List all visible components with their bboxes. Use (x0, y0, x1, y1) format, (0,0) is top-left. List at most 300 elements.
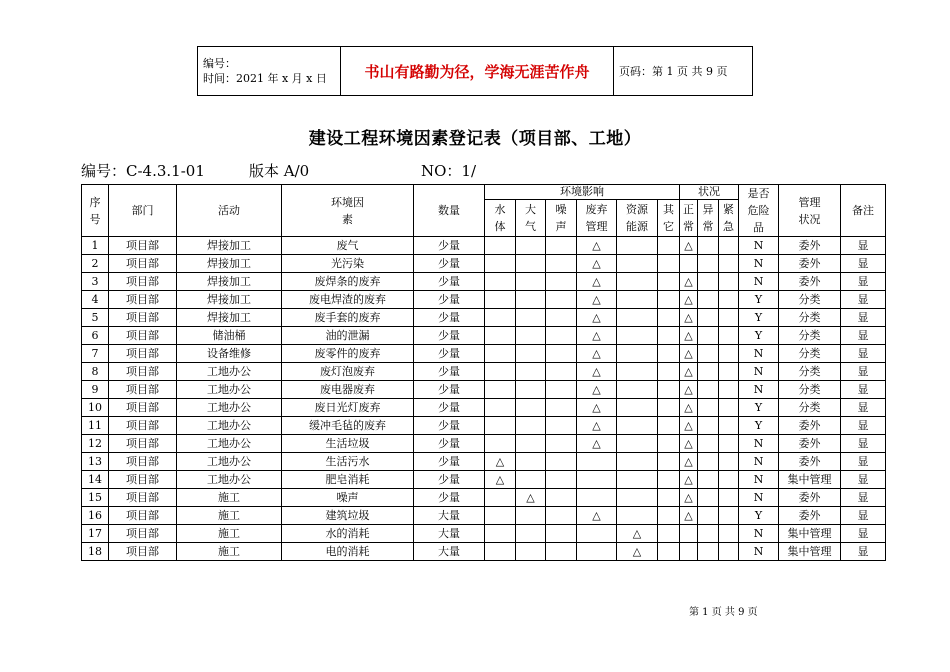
cell-qty: 少量 (414, 255, 485, 273)
cell-remark: 显 (841, 435, 886, 453)
table-row (82, 237, 886, 255)
cell-waste: △ (577, 273, 617, 291)
cell-resource (617, 327, 658, 345)
cell-water: △ (485, 471, 516, 489)
cell-air (516, 417, 546, 435)
cell-dept: 项目部 (109, 543, 177, 561)
cell-noise (546, 471, 577, 489)
page-header-box (197, 46, 753, 96)
cell-remark: 显 (841, 471, 886, 489)
cell-qty: 少量 (414, 489, 485, 507)
cell-hazard: Y (739, 417, 779, 435)
cell-waste: △ (577, 327, 617, 345)
cell-air (516, 453, 546, 471)
cell-resource (617, 255, 658, 273)
table-row (82, 489, 886, 507)
cell-normal: △ (680, 273, 698, 291)
cell-hazard: Y (739, 327, 779, 345)
cell-resource (617, 417, 658, 435)
cell-noise (546, 543, 577, 561)
cell-mgmt: 分类 (779, 363, 841, 381)
cell-normal: △ (680, 345, 698, 363)
document-title: 建设工程环境因素登记表（项目部、工地） (308, 129, 642, 149)
cell-normal: △ (680, 435, 698, 453)
cell-qty: 大量 (414, 507, 485, 525)
cell-emergency (719, 525, 739, 543)
table-row (82, 273, 886, 291)
cell-water (485, 399, 516, 417)
cell-seq: 2 (82, 255, 109, 273)
cell-waste: △ (577, 345, 617, 363)
table-row (82, 507, 886, 525)
header-qty: 数量 (414, 185, 485, 237)
cell-air (516, 363, 546, 381)
cell-hazard: N (739, 489, 779, 507)
cell-qty: 少量 (414, 399, 485, 417)
cell-normal: △ (680, 453, 698, 471)
cell-remark: 显 (841, 327, 886, 345)
cell-noise (546, 237, 577, 255)
cell-seq: 6 (82, 327, 109, 345)
cell-qty: 少量 (414, 471, 485, 489)
cell-mgmt: 分类 (779, 291, 841, 309)
cell-factor: 光污染 (282, 255, 414, 273)
cell-emergency (719, 345, 739, 363)
cell-dept: 项目部 (109, 471, 177, 489)
cell-qty: 少量 (414, 381, 485, 399)
cell-emergency (719, 489, 739, 507)
cell-remark: 显 (841, 489, 886, 507)
cell-hazard: Y (739, 399, 779, 417)
cell-seq: 13 (82, 453, 109, 471)
cell-activity: 设备维修 (177, 345, 282, 363)
cell-activity: 工地办公 (177, 453, 282, 471)
cell-remark: 显 (841, 417, 886, 435)
cell-seq: 12 (82, 435, 109, 453)
cell-air (516, 381, 546, 399)
cell-hazard: N (739, 237, 779, 255)
cell-normal: △ (680, 309, 698, 327)
cell-normal: △ (680, 237, 698, 255)
cell-normal: △ (680, 399, 698, 417)
cell-remark: 显 (841, 309, 886, 327)
cell-noise (546, 255, 577, 273)
cell-qty: 大量 (414, 525, 485, 543)
cell-water (485, 345, 516, 363)
header-impact: 环境影响 (485, 185, 680, 200)
cell-dept: 项目部 (109, 291, 177, 309)
cell-activity: 工地办公 (177, 381, 282, 399)
cell-air (516, 525, 546, 543)
cell-waste (577, 489, 617, 507)
header-air: 大气 (516, 200, 546, 237)
cell-resource (617, 453, 658, 471)
table-row (82, 291, 886, 309)
cell-emergency (719, 471, 739, 489)
cell-water (485, 381, 516, 399)
cell-mgmt: 委外 (779, 237, 841, 255)
cell-noise (546, 507, 577, 525)
cell-air (516, 399, 546, 417)
cell-remark: 显 (841, 345, 886, 363)
cell-abnormal (698, 435, 719, 453)
cell-emergency (719, 309, 739, 327)
cell-dept: 项目部 (109, 255, 177, 273)
header-activity: 活动 (177, 185, 282, 237)
cell-air (516, 327, 546, 345)
cell-activity: 焊接加工 (177, 291, 282, 309)
cell-air (516, 543, 546, 561)
cell-noise (546, 363, 577, 381)
cell-seq: 18 (82, 543, 109, 561)
header-resource: 资源能源 (617, 200, 658, 237)
cell-emergency (719, 435, 739, 453)
cell-resource (617, 363, 658, 381)
header-normal: 正常 (680, 200, 698, 237)
cell-seq: 10 (82, 399, 109, 417)
cell-emergency (719, 255, 739, 273)
cell-seq: 11 (82, 417, 109, 435)
cell-dept: 项目部 (109, 525, 177, 543)
cell-other (658, 525, 680, 543)
cell-water (485, 543, 516, 561)
header-status: 状况 (680, 185, 739, 200)
cell-abnormal (698, 309, 719, 327)
cell-other (658, 237, 680, 255)
cell-noise (546, 273, 577, 291)
cell-resource: △ (617, 525, 658, 543)
cell-dept: 项目部 (109, 489, 177, 507)
cell-noise (546, 327, 577, 345)
cell-other (658, 543, 680, 561)
cell-hazard: N (739, 525, 779, 543)
cell-water (485, 255, 516, 273)
table-row (82, 363, 886, 381)
cell-air (516, 471, 546, 489)
cell-resource (617, 471, 658, 489)
cell-qty: 少量 (414, 417, 485, 435)
cell-abnormal (698, 507, 719, 525)
page-footer: 第 1 页 共 9 页 (689, 607, 758, 618)
cell-activity: 工地办公 (177, 399, 282, 417)
table-row (82, 435, 886, 453)
doc-code: 编号：C-4.3.1-01 (81, 162, 205, 180)
cell-qty: 少量 (414, 273, 485, 291)
cell-dept: 项目部 (109, 399, 177, 417)
cell-abnormal (698, 417, 719, 435)
cell-qty: 少量 (414, 327, 485, 345)
cell-waste: △ (577, 291, 617, 309)
cell-remark: 显 (841, 237, 886, 255)
cell-mgmt: 委外 (779, 255, 841, 273)
cell-water (485, 309, 516, 327)
cell-mgmt: 委外 (779, 489, 841, 507)
cell-remark: 显 (841, 291, 886, 309)
cell-water (485, 237, 516, 255)
cell-noise (546, 489, 577, 507)
cell-mgmt: 委外 (779, 453, 841, 471)
header-remark: 备注 (841, 185, 886, 237)
cell-normal: △ (680, 291, 698, 309)
cell-emergency (719, 273, 739, 291)
cell-emergency (719, 399, 739, 417)
cell-normal: △ (680, 489, 698, 507)
cell-waste: △ (577, 363, 617, 381)
cell-other (658, 399, 680, 417)
cell-factor: 生活污水 (282, 453, 414, 471)
cell-noise (546, 435, 577, 453)
header-page-label: 页码：第 1 页 共 9 页 (614, 47, 753, 96)
cell-water (485, 417, 516, 435)
cell-other (658, 363, 680, 381)
header-motto: 书山有路勤为径，学海无涯苦作舟 (341, 47, 614, 96)
cell-remark: 显 (841, 273, 886, 291)
cell-abnormal (698, 381, 719, 399)
cell-factor: 废电器废弃 (282, 381, 414, 399)
header-seq: 序号 (82, 185, 109, 237)
cell-waste: △ (577, 255, 617, 273)
cell-noise (546, 309, 577, 327)
table-row (82, 525, 886, 543)
cell-emergency (719, 543, 739, 561)
cell-normal: △ (680, 327, 698, 345)
cell-abnormal (698, 525, 719, 543)
cell-resource (617, 489, 658, 507)
cell-remark: 显 (841, 363, 886, 381)
cell-abnormal (698, 453, 719, 471)
cell-activity: 工地办公 (177, 435, 282, 453)
cell-resource (617, 237, 658, 255)
table-row (82, 327, 886, 345)
cell-water (485, 291, 516, 309)
cell-normal (680, 255, 698, 273)
doc-number: NO：1/ (421, 162, 477, 180)
cell-other (658, 345, 680, 363)
cell-activity: 施工 (177, 489, 282, 507)
cell-waste (577, 525, 617, 543)
cell-emergency (719, 453, 739, 471)
cell-activity: 工地办公 (177, 363, 282, 381)
cell-other (658, 327, 680, 345)
cell-noise (546, 345, 577, 363)
cell-abnormal (698, 471, 719, 489)
cell-resource (617, 435, 658, 453)
cell-emergency (719, 507, 739, 525)
cell-seq: 3 (82, 273, 109, 291)
cell-remark: 显 (841, 381, 886, 399)
table-row (82, 417, 886, 435)
cell-air: △ (516, 489, 546, 507)
cell-qty: 少量 (414, 345, 485, 363)
cell-abnormal (698, 291, 719, 309)
cell-mgmt: 集中管理 (779, 543, 841, 561)
cell-mgmt: 分类 (779, 327, 841, 345)
cell-activity: 工地办公 (177, 471, 282, 489)
cell-air (516, 291, 546, 309)
cell-resource (617, 309, 658, 327)
cell-remark: 显 (841, 453, 886, 471)
cell-resource: △ (617, 543, 658, 561)
cell-mgmt: 分类 (779, 309, 841, 327)
cell-water (485, 507, 516, 525)
cell-factor: 油的泄漏 (282, 327, 414, 345)
cell-hazard: N (739, 435, 779, 453)
cell-waste (577, 453, 617, 471)
cell-air (516, 255, 546, 273)
table-row (82, 345, 886, 363)
cell-emergency (719, 237, 739, 255)
cell-other (658, 381, 680, 399)
cell-factor: 水的消耗 (282, 525, 414, 543)
cell-factor: 废气 (282, 237, 414, 255)
cell-water (485, 435, 516, 453)
cell-normal: △ (680, 417, 698, 435)
cell-waste: △ (577, 435, 617, 453)
header-info-cell (198, 47, 341, 96)
cell-emergency (719, 327, 739, 345)
table-row (82, 543, 886, 561)
cell-seq: 16 (82, 507, 109, 525)
cell-hazard: Y (739, 507, 779, 525)
header-factor: 环境因素 (282, 185, 414, 237)
cell-factor: 生活垃圾 (282, 435, 414, 453)
cell-other (658, 507, 680, 525)
cell-seq: 1 (82, 237, 109, 255)
header-abnormal: 异常 (698, 200, 719, 237)
cell-hazard: Y (739, 291, 779, 309)
cell-normal: △ (680, 507, 698, 525)
cell-air (516, 237, 546, 255)
cell-emergency (719, 363, 739, 381)
cell-dept: 项目部 (109, 363, 177, 381)
cell-emergency (719, 417, 739, 435)
cell-air (516, 309, 546, 327)
cell-seq: 14 (82, 471, 109, 489)
cell-hazard: N (739, 345, 779, 363)
cell-seq: 15 (82, 489, 109, 507)
cell-abnormal (698, 489, 719, 507)
cell-hazard: N (739, 273, 779, 291)
cell-factor: 废焊条的废弃 (282, 273, 414, 291)
header-code-label: 编号： (203, 57, 236, 70)
cell-normal (680, 525, 698, 543)
cell-activity: 储油桶 (177, 327, 282, 345)
cell-abnormal (698, 399, 719, 417)
cell-mgmt: 集中管理 (779, 525, 841, 543)
cell-mgmt: 集中管理 (779, 471, 841, 489)
cell-factor: 废手套的废弃 (282, 309, 414, 327)
cell-water (485, 327, 516, 345)
cell-seq: 7 (82, 345, 109, 363)
cell-other (658, 309, 680, 327)
cell-factor: 废电焊渣的废弃 (282, 291, 414, 309)
cell-activity: 焊接加工 (177, 237, 282, 255)
doc-version: 版本 A/0 (249, 162, 310, 180)
cell-qty: 少量 (414, 363, 485, 381)
cell-mgmt: 分类 (779, 381, 841, 399)
cell-waste: △ (577, 381, 617, 399)
cell-dept: 项目部 (109, 453, 177, 471)
table-row (82, 255, 886, 273)
cell-waste (577, 471, 617, 489)
cell-air (516, 507, 546, 525)
cell-other (658, 489, 680, 507)
cell-dept: 项目部 (109, 237, 177, 255)
cell-abnormal (698, 237, 719, 255)
cell-mgmt: 委外 (779, 273, 841, 291)
cell-noise (546, 399, 577, 417)
cell-factor: 废零件的废弃 (282, 345, 414, 363)
environment-factor-table (81, 184, 886, 561)
table-row (82, 471, 886, 489)
cell-noise (546, 417, 577, 435)
cell-factor: 废日光灯废弃 (282, 399, 414, 417)
cell-mgmt: 委外 (779, 435, 841, 453)
cell-abnormal (698, 345, 719, 363)
header-noise: 噪声 (546, 200, 577, 237)
header-dept: 部门 (109, 185, 177, 237)
cell-other (658, 255, 680, 273)
cell-abnormal (698, 255, 719, 273)
cell-waste: △ (577, 507, 617, 525)
cell-qty: 大量 (414, 543, 485, 561)
cell-other (658, 417, 680, 435)
table-header-row (82, 185, 886, 200)
cell-other (658, 273, 680, 291)
cell-remark: 显 (841, 525, 886, 543)
cell-mgmt: 分类 (779, 399, 841, 417)
cell-resource (617, 399, 658, 417)
cell-air (516, 435, 546, 453)
cell-dept: 项目部 (109, 507, 177, 525)
cell-seq: 8 (82, 363, 109, 381)
cell-factor: 肥皂消耗 (282, 471, 414, 489)
cell-qty: 少量 (414, 435, 485, 453)
cell-abnormal (698, 543, 719, 561)
cell-dept: 项目部 (109, 345, 177, 363)
cell-hazard: N (739, 381, 779, 399)
cell-dept: 项目部 (109, 417, 177, 435)
cell-resource (617, 381, 658, 399)
header-waste: 废弃管理 (577, 200, 617, 237)
cell-waste: △ (577, 417, 617, 435)
cell-activity: 施工 (177, 507, 282, 525)
cell-seq: 5 (82, 309, 109, 327)
cell-remark: 显 (841, 255, 886, 273)
cell-activity: 焊接加工 (177, 309, 282, 327)
cell-resource (617, 345, 658, 363)
cell-water (485, 273, 516, 291)
cell-noise (546, 291, 577, 309)
cell-factor: 建筑垃圾 (282, 507, 414, 525)
cell-water: △ (485, 453, 516, 471)
cell-normal: △ (680, 363, 698, 381)
cell-qty: 少量 (414, 237, 485, 255)
cell-other (658, 453, 680, 471)
cell-air (516, 345, 546, 363)
cell-activity: 工地办公 (177, 417, 282, 435)
cell-activity: 焊接加工 (177, 255, 282, 273)
cell-normal: △ (680, 381, 698, 399)
header-hazard: 是否危险品 (739, 185, 779, 237)
cell-abnormal (698, 273, 719, 291)
header-emergency: 紧急 (719, 200, 739, 237)
cell-dept: 项目部 (109, 309, 177, 327)
cell-activity: 施工 (177, 525, 282, 543)
cell-remark: 显 (841, 507, 886, 525)
cell-waste: △ (577, 237, 617, 255)
cell-activity: 施工 (177, 543, 282, 561)
